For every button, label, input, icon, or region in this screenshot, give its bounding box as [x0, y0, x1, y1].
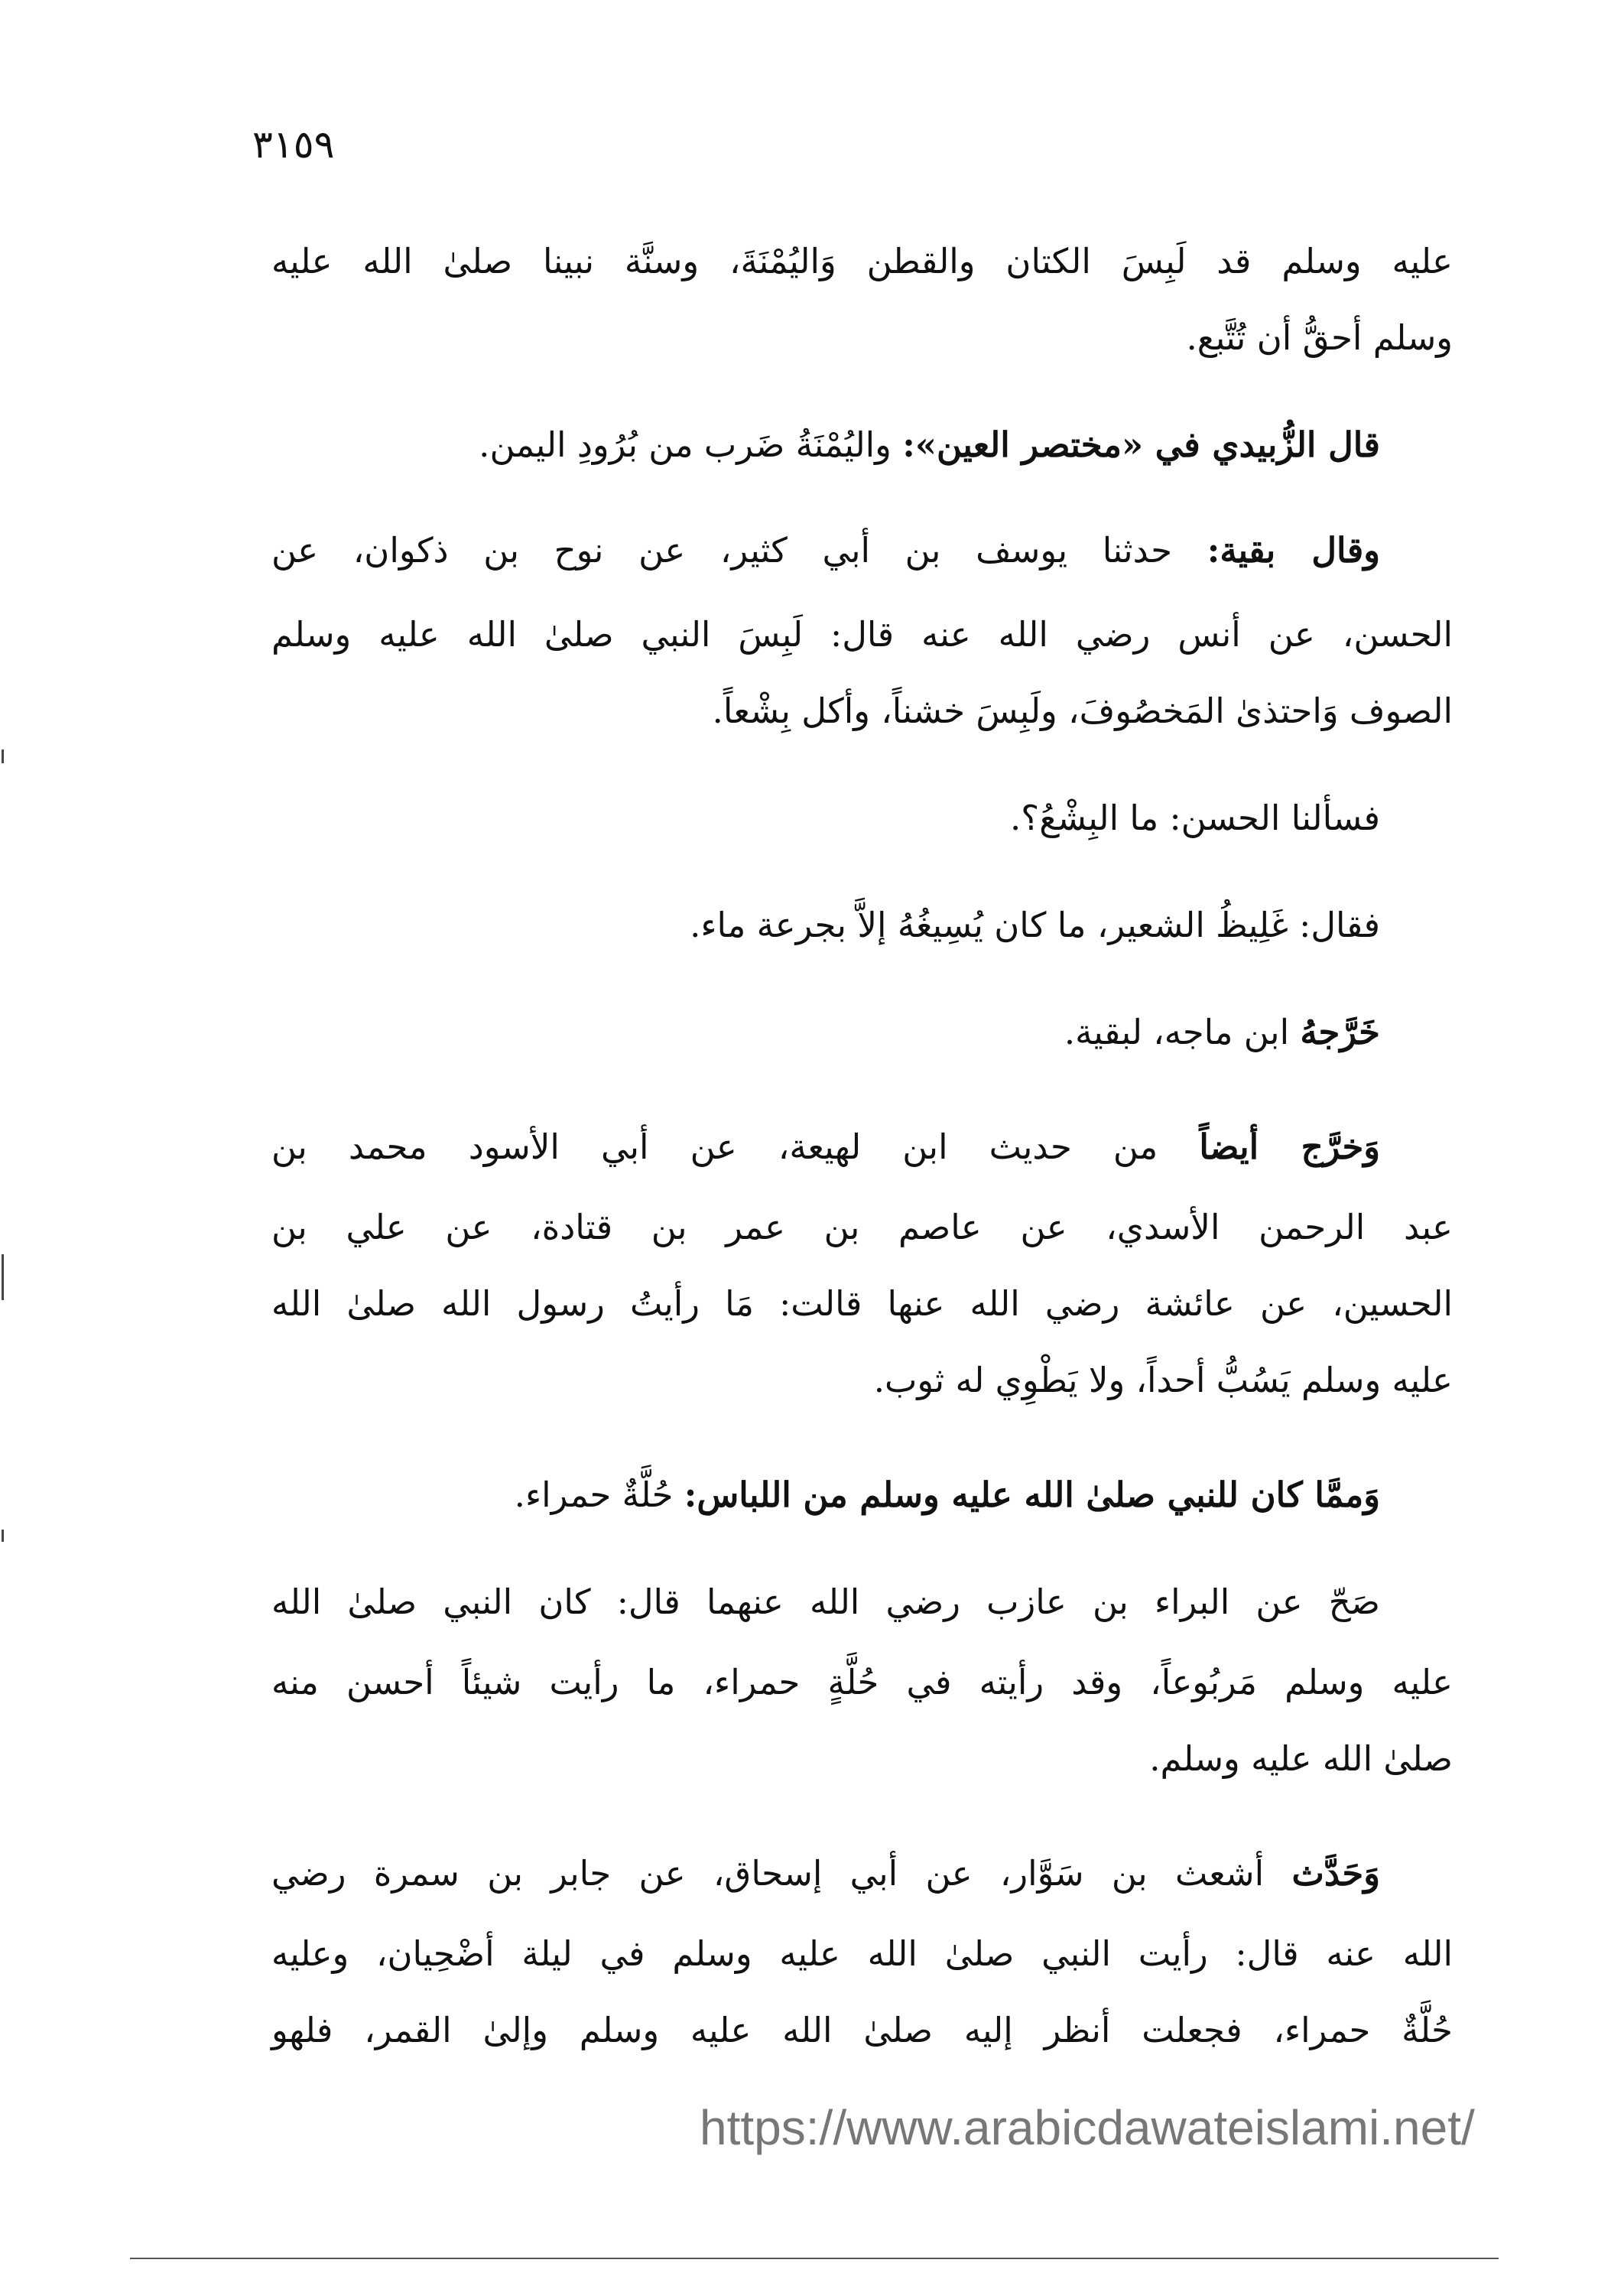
paragraph-line: الحسن، عن أنس رضي الله عنه قال: لَبِسَ النبي صلىٰ الله عليه وسلم	[271, 614, 1453, 655]
scan-margin-mark	[2, 749, 4, 763]
paragraph-clothing	[271, 1457, 1453, 1533]
paragraph-line: عليه وسلم قد لَبِسَ الكتان والقطن وَاليُمْنَةَ، وسنَّة نبينا صلىٰ الله عليه	[271, 241, 1453, 281]
paragraph-line: صلىٰ الله عليه وسلم.	[1149, 1738, 1453, 1779]
paragraph-jabir	[271, 1835, 1453, 1912]
paragraph-lead: خَرَّجهُ	[1300, 1012, 1380, 1052]
scan-margin-mark	[2, 1530, 4, 1542]
scan-bottom-rule	[130, 2258, 1499, 2259]
paragraph-line: أشعث بن سَوَّار، عن أبي إسحاق، عن جابر بن سمرة رضي	[271, 1853, 1265, 1894]
source-url: https://www.arabicdawateislami.net/	[700, 2100, 1475, 2155]
paragraph-line: عليه وسلم مَربُوعاً، وقد رأيته في حُلَّةٍ حمراء، ما رأيت شيئاً أحسن منه	[271, 1662, 1453, 1702]
paragraph-lead: قال الزُّبيدي في «مختصر العين»:	[902, 424, 1380, 465]
paragraph-line: الحسين، عن عائشة رضي الله عنها قالت: مَا رأيتُ رسول الله صلىٰ الله	[271, 1283, 1453, 1324]
paragraph-line: من حديث ابن لهيعة، عن أبي الأسود محمد بن	[271, 1127, 1158, 1167]
paragraph-zubaidi	[271, 407, 1453, 483]
paragraph-line: الله عنه قال: رأيت النبي صلىٰ الله عليه وسلم في ليلة أضْحِيان، وعليه	[271, 1933, 1453, 1974]
paragraph-baraa	[271, 1564, 1453, 1640]
paragraph-baqiyya-cont	[271, 597, 1453, 749]
paragraph-line: فسألنا الحسن: ما البِشْعُ؟.	[1010, 798, 1380, 838]
paragraph-answer	[271, 887, 1453, 964]
paragraph-lead: وَممَّا كان للنبي صلىٰ الله عليه وسلم من اللباس:	[684, 1475, 1380, 1515]
paragraph-lead: وقال بقية:	[1207, 530, 1380, 571]
paragraph-line: واليُمْنَةُ ضَرب من بُرُودِ اليمن.	[479, 424, 892, 465]
paragraph-continuation	[271, 223, 1453, 376]
paragraph-ibn-lahia-cont	[271, 1189, 1453, 1419]
paragraph-line: ابن ماجه، لبقية.	[1064, 1012, 1290, 1052]
paragraph-lead: وَخرَّج أيضاً	[1199, 1127, 1380, 1167]
paragraph-jabir-cont	[271, 1916, 1453, 2069]
paragraph-line: حدثنا يوسف بن أبي كثير، عن نوح بن ذكوان، عن	[271, 530, 1173, 571]
paragraph-lead: وَحَدَّث	[1291, 1853, 1380, 1894]
paragraph-baqiyya	[271, 512, 1453, 589]
paragraph-baraa-cont	[271, 1644, 1453, 1797]
paragraph-ibn-lahia	[271, 1109, 1453, 1185]
paragraph-line: عبد الرحمن الأسدي، عن عاصم بن عمر بن قتادة، عن علي بن	[271, 1207, 1453, 1247]
paragraph-line: الصوف وَاحتذىٰ المَخصُوفَ، ولَبِسَ خشناً، وأكل بِشْعاً.	[712, 691, 1453, 731]
paragraph-line: وسلم أحقُّ أن تُتَّبع.	[1186, 317, 1453, 358]
paragraph-line: حُلَّةٌ حمراء، فجعلت أنظر إليه صلىٰ الله عليه وسلم وإلىٰ القمر، فلهو	[271, 2010, 1453, 2050]
paragraph-line: عليه وسلم يَسُبُّ أحداً، ولا يَطْوِي له ثوب.	[873, 1360, 1453, 1400]
paragraph-takhrij	[271, 994, 1453, 1071]
page-number: ٣١٥٩	[252, 122, 335, 167]
paragraph-question	[271, 780, 1453, 857]
scan-margin-mark	[2, 1254, 4, 1300]
paragraph-line: فقال: غَلِيظُ الشعير، ما كان يُسِيغُهُ إلاَّ بجرعة ماء.	[690, 905, 1380, 945]
paragraph-line: صَحّ عن البراء بن عازب رضي الله عنهما قال: كان النبي صلىٰ الله	[271, 1582, 1380, 1622]
paragraph-line: حُلَّةٌ حمراء.	[514, 1475, 674, 1515]
